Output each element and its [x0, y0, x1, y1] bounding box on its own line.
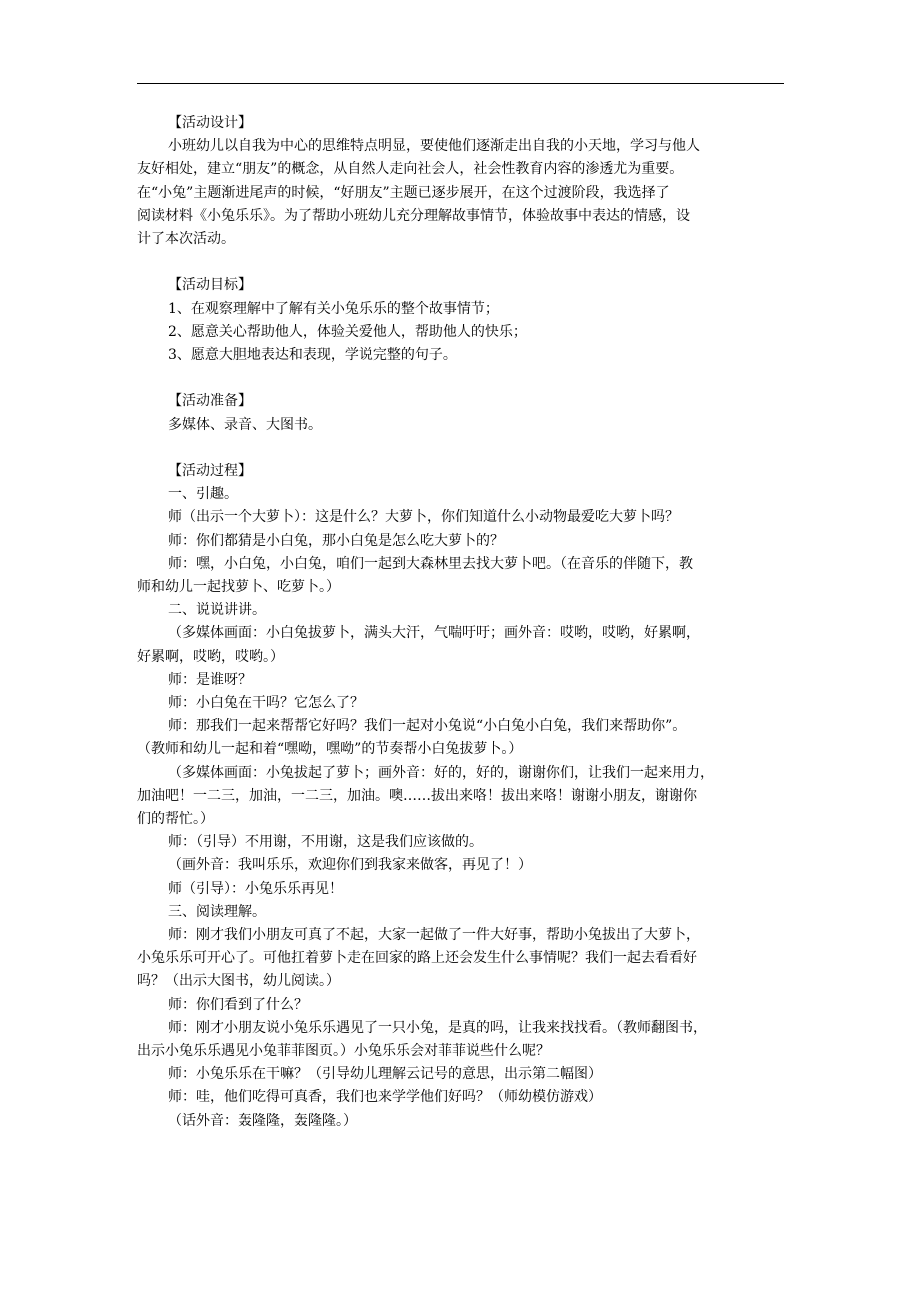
subsection-title: 二、说说讲讲。: [168, 602, 266, 619]
dialogue-line: 小兔乐乐可开心了。可他扛着萝卜走在回家的路上还会发生什么事情呢？我们一起去看看好: [137, 950, 697, 967]
dialogue-line: （多媒体画面：小兔拔起了萝卜；画外音：好的，好的，谢谢你们，让我们一起来用力，: [168, 764, 714, 781]
dialogue-line: 好累啊，哎哟，哎哟。）: [137, 648, 284, 665]
section-heading-process: 【活动过程】: [168, 463, 252, 479]
dialogue-line: 师：哇，他们吃得可真香，我们也来学学他们好吗？（师幼模仿游戏）: [168, 1089, 602, 1106]
section-heading-prep: 【活动准备】: [168, 393, 252, 410]
dialogue-line: 们的帮忙。）: [137, 811, 214, 828]
dialogue-line: 出示小兔乐乐遇见小兔菲菲图页。）小兔乐乐会对菲菲说些什么呢？: [137, 1043, 550, 1060]
dialogue-line: 加油吧！一二三，加油，一二三，加油。噢……拔出来咯！拔出来咯！谢谢小朋友，谢谢你: [137, 787, 697, 804]
list-item: 2、愿意关心帮助他人，体验关爱他人，帮助他人的快乐；: [168, 323, 527, 340]
dialogue-line: （画外音：我叫乐乐，欢迎你们到我家来做客，再见了！）: [168, 857, 532, 874]
paragraph-line: 友好相处，建立“朋友”的概念，从自然人走向社会人，社会性教育内容的渗透尤为重要。: [137, 161, 684, 178]
dialogue-line: 师：是谁呀？: [168, 671, 252, 688]
dialogue-line: 师：你们都猜是小白兔，那小白兔是怎么吃大萝卜的？: [168, 532, 504, 549]
document-body: [137, 112, 784, 1133]
paragraph-line: 多媒体、录音、大图书。: [168, 416, 322, 433]
header-rule: [137, 83, 784, 84]
dialogue-line: 师和幼儿一起找萝卜、吃萝卜。）: [137, 579, 340, 596]
list-item: 3、愿意大胆地表达和表现，学说完整的句子。: [168, 347, 457, 364]
dialogue-line: 师：那我们一起来帮帮它好吗？我们一起对小兔说“小白兔小白兔，我们来帮助你”。: [168, 718, 687, 735]
dialogue-line: 师（引导）：小兔乐乐再见！: [168, 880, 343, 897]
dialogue-line: 师：你们看到了什么？: [168, 996, 308, 1013]
dialogue-line: 师：刚才我们小朋友可真了不起，大家一起做了一件大好事，帮助小兔拔出了大萝卜，: [168, 927, 700, 944]
paragraph-line: 计了本次活动。: [137, 231, 235, 248]
dialogue-line: （话外音：轰隆隆，轰隆隆。）: [168, 1112, 357, 1129]
dialogue-line: （多媒体画面：小白兔拔萝卜，满头大汗，气喘吁吁；画外音：哎哟，哎哟，好累啊，: [168, 625, 700, 642]
dialogue-line: 师：刚才小朋友说小兔乐乐遇见了一只小兔，是真的吗，让我来找找看。（教师翻图书，: [168, 1019, 707, 1036]
paragraph-line: 小班幼儿以自我为中心的思维特点明显，要使他们逐渐走出自我的小天地，学习与他人: [168, 138, 700, 155]
dialogue-line: 师：小白兔在干吗？它怎么了？: [168, 695, 364, 712]
section-heading-design: 【活动设计】: [168, 115, 252, 131]
dialogue-line: （教师和幼儿一起和着“嘿呦，嘿呦”的节奏帮小白兔拔萝卜。）: [137, 741, 523, 758]
dialogue-line: 师（出示一个大萝卜）：这是什么？大萝卜，你们知道什么小动物最爱吃大萝卜吗？: [168, 509, 679, 526]
dialogue-line: 吗？（出示大图书，幼儿阅读。）: [137, 973, 340, 990]
list-item: 1、在观察理解中了解有关小兔乐乐的整个故事情节；: [168, 300, 499, 317]
dialogue-line: 师：嘿，小白兔，小白兔，咱们一起到大森林里去找大萝卜吧。（在音乐的伴随下，教: [168, 555, 693, 572]
subsection-title: 一、引趣。: [168, 486, 238, 503]
paragraph-line: 阅读材料《小兔乐乐》。为了帮助小班幼儿充分理解故事情节，体验故事中表达的情感，设: [137, 207, 690, 224]
subsection-title: 三、阅读理解。: [168, 903, 266, 920]
paragraph-line: 在“小兔”主题渐进尾声的时候，“好朋友”主题已逐步展开，在这个过渡阶段，我选择了: [137, 184, 670, 201]
dialogue-line: 师：（引导）不用谢，不用谢，这是我们应该做的。: [168, 834, 483, 851]
section-heading-goals: 【活动目标】: [168, 277, 252, 294]
dialogue-line: 师：小兔乐乐在干嘛？（引导幼儿理解云记号的意思，出示第二幅图）: [168, 1066, 602, 1083]
